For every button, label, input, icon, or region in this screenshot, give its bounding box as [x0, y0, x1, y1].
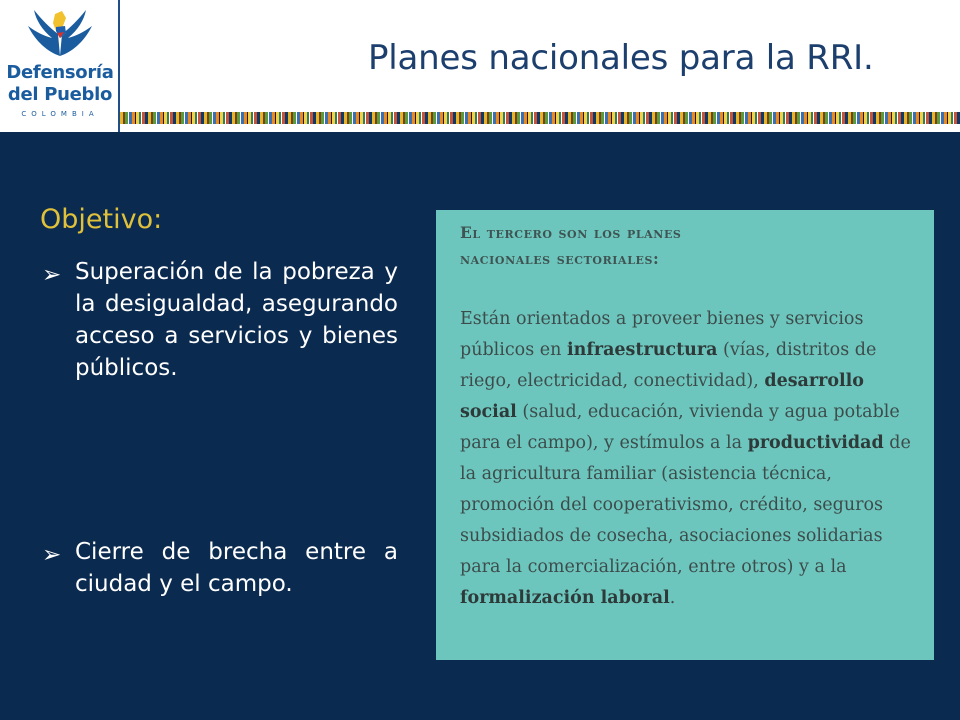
arrow-bullet-icon: ➢: [42, 542, 62, 568]
body-text: (vías, distritos de riego, electricidad, conectividad),: [460, 340, 877, 391]
decorative-stripe: [120, 112, 960, 124]
body-text: .: [669, 588, 676, 608]
keyword-formalizacion-laboral: formalización laboral: [460, 588, 670, 608]
bullet-text: Superación de la pobreza y la desigualdad, asegurando acceso a servicios y bienes públicos.: [75, 259, 398, 381]
panel-heading-line: nacionales sectoriales:: [460, 249, 660, 268]
bullet-text: Cierre de brecha entre a ciudad y el campo.: [75, 539, 398, 597]
stripe-spacer: [120, 124, 960, 132]
body-text: Están orientados a proveer bienes y servicios públicos en: [460, 309, 864, 360]
logo-text-defensoria: Defensoría: [6, 62, 114, 83]
logo-text-del-pueblo: del Pueblo: [7, 84, 113, 105]
panel-body-text: [460, 304, 920, 614]
logo-text-colombia: COLOMBIA: [21, 110, 99, 118]
objective-heading: Objetivo:: [40, 204, 163, 235]
keyword-productividad: productividad: [747, 433, 884, 453]
doves-emblem-icon: [22, 6, 98, 64]
header-bar: [0, 0, 960, 132]
panel-heading-line: El tercero son los planes: [460, 223, 682, 242]
keyword-infraestructura: infraestructura: [566, 340, 718, 360]
body-text: (salud, educación, vivienda y agua potable para el campo), y estímulos a la: [460, 402, 900, 453]
defensoria-logo: [0, 0, 120, 132]
slide-title: Planes nacionales para la RRI.: [368, 38, 874, 78]
quote-panel: [436, 210, 934, 660]
keyword-desarrollo-social: desarrollo social: [460, 371, 864, 422]
body-text: de la agricultura familiar (asistencia técnica, promoción del cooperativismo, crédito, seguros subsidiados de cosecha, asociaciones solidarias para la comercialización, entre otros) y a la: [460, 433, 911, 577]
arrow-bullet-icon: ➢: [42, 262, 62, 288]
panel-heading: [460, 220, 920, 272]
